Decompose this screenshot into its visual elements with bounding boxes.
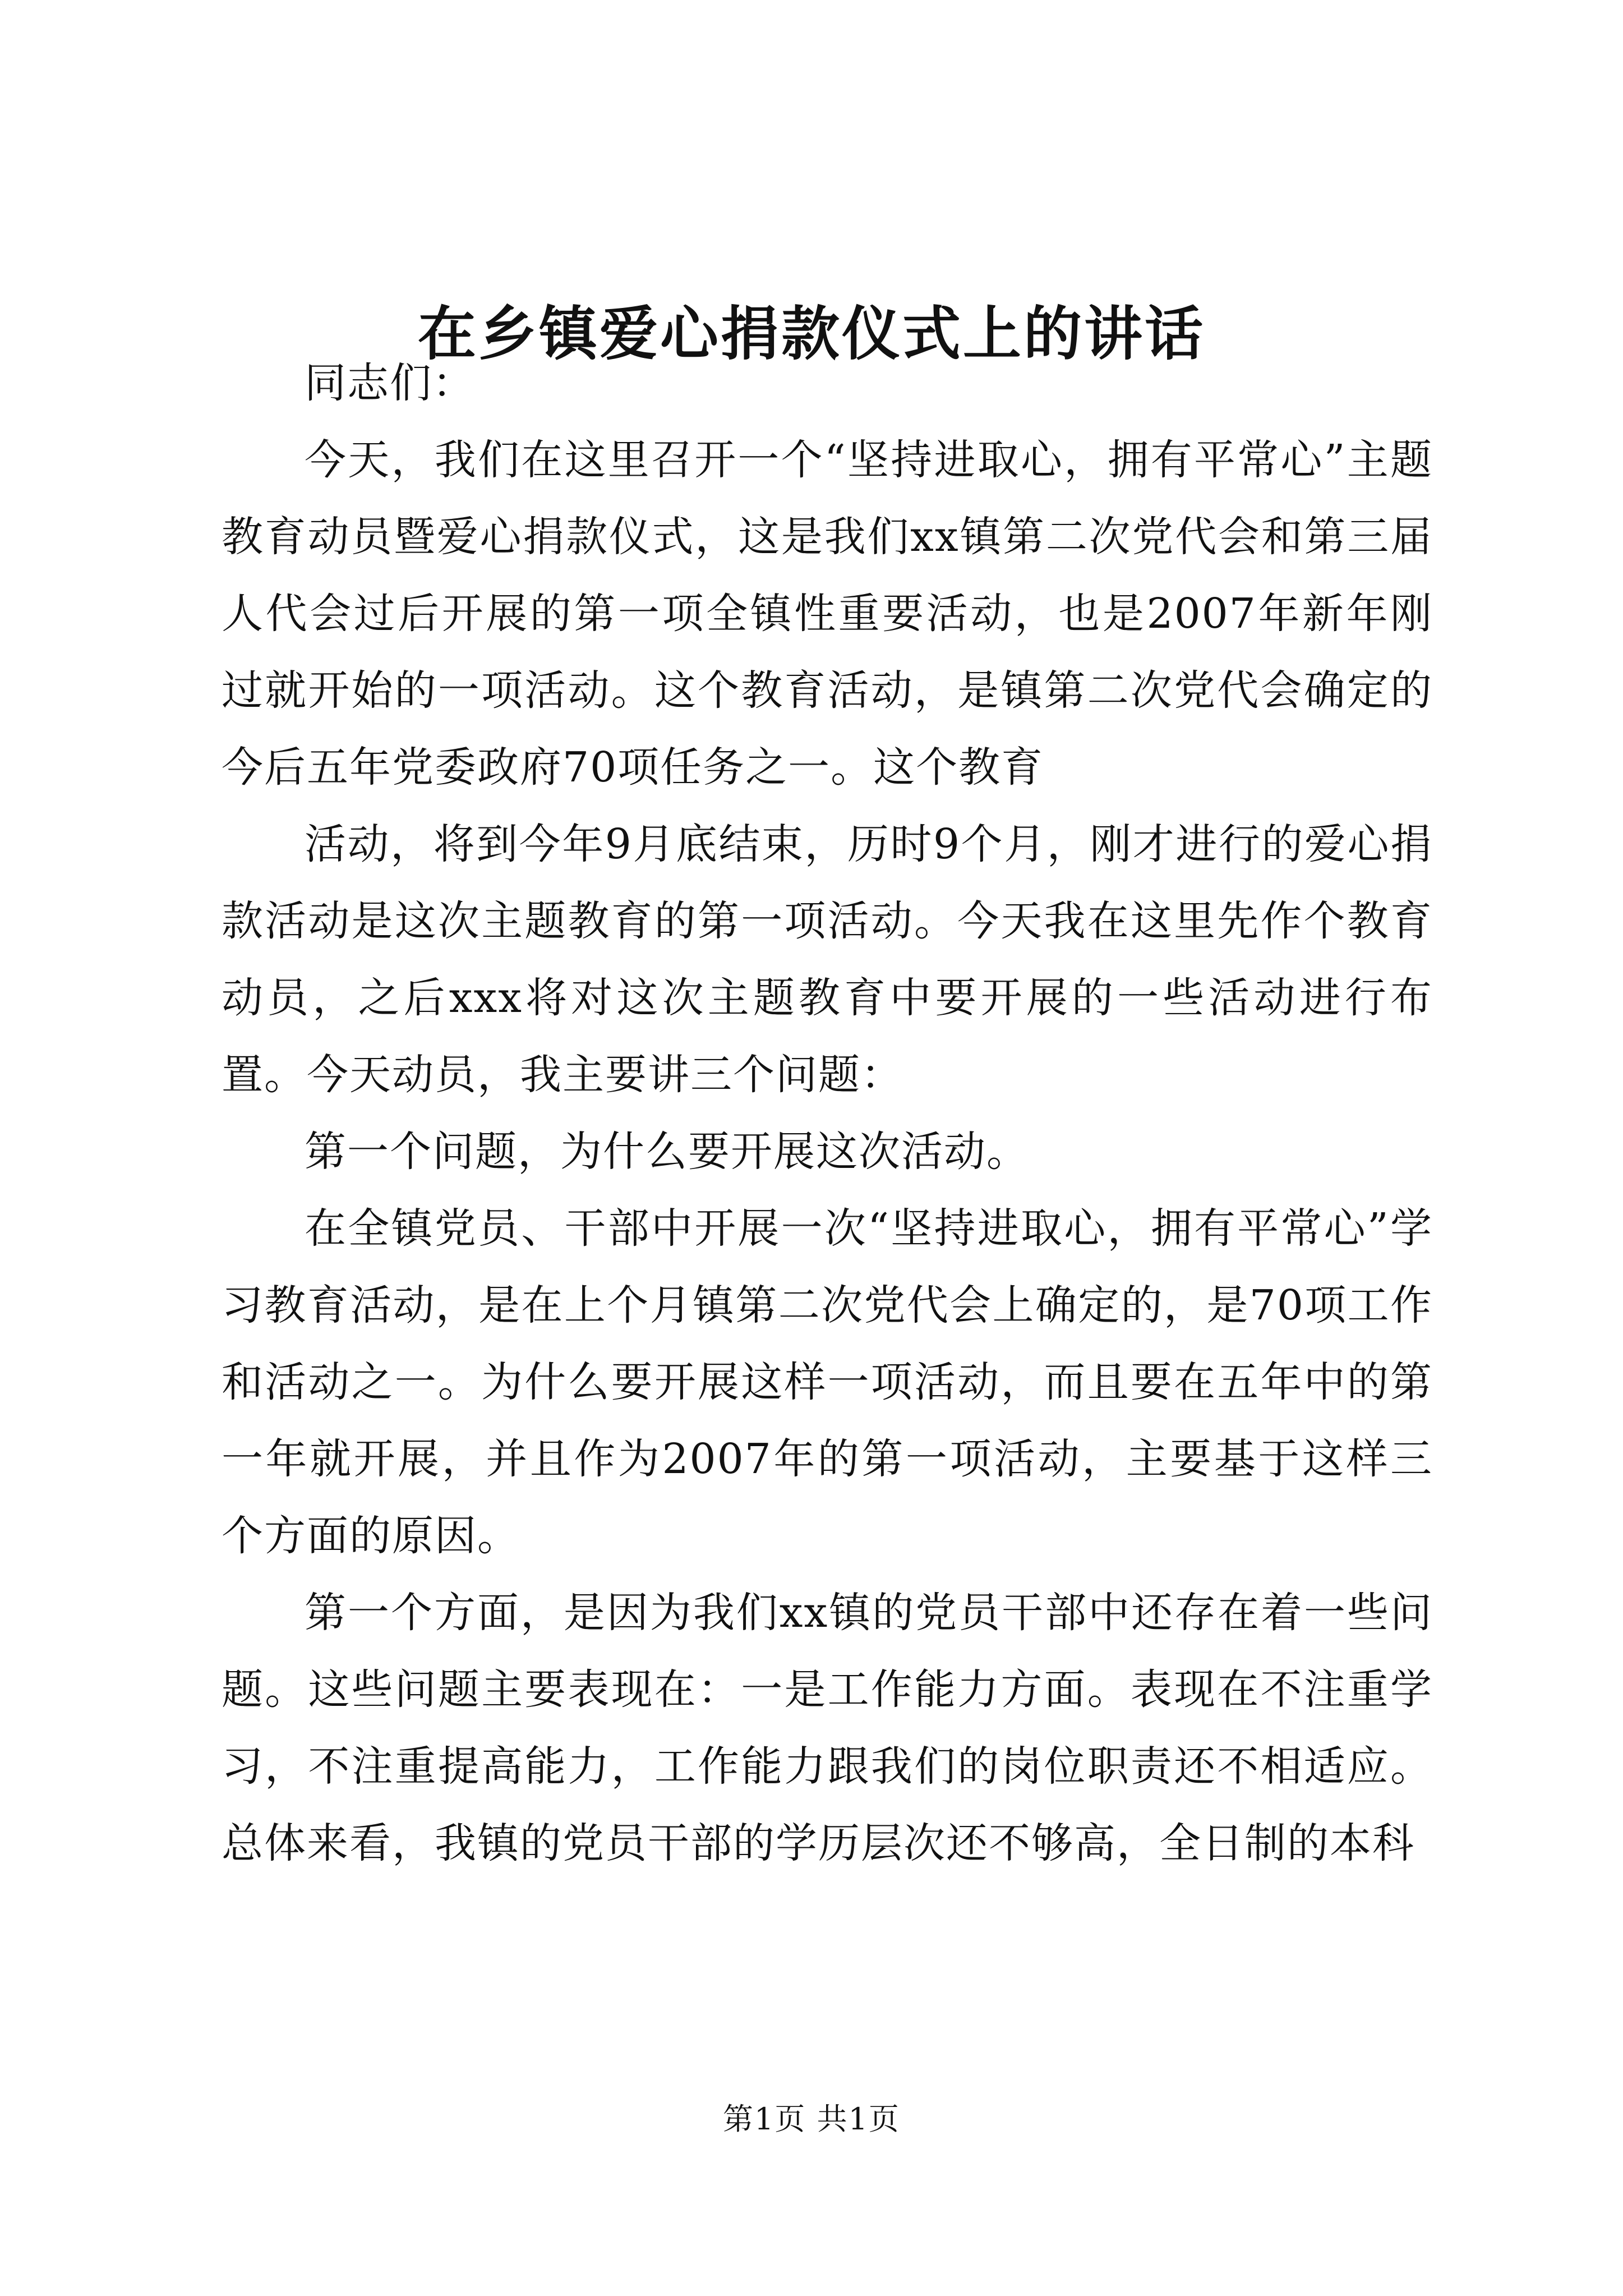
document-body xyxy=(222,345,1433,1882)
paragraph-5: 第一个方面，是因为我们xx镇的党员干部中还存在着一些问题。这些问题主要表现在：一是工作能力方面。表现在不注重学习，不注重提高能力，工作能力跟我们的岗位职责还不相适应。总体来看，我镇的党员干部的学历层次还不够高，全日制的本科 xyxy=(222,1589,1433,1867)
document-title: 在乡镇爱心捐款仪式上的讲话 xyxy=(417,299,1205,368)
paragraph-4: 在全镇党员、干部中开展一次“坚持进取心，拥有平常心”学习教育活动，是在上个月镇第二次党代会上确定的，是70项工作和活动之一。为什么要开展这样一项活动，而且要在五年中的第一年就开展，并且作为2007年的第一项活动，主要基于这样三个方面的原因。 xyxy=(222,1204,1433,1560)
page-footer: 第1页 共1页 xyxy=(723,2101,900,2137)
paragraph-2: 活动，将到今年9月底结束，历时9个月，刚才进行的爱心捐款活动是这次主题教育的第一项活动。今天我在这里先作个教育动员，之后xxx将对这次主题教育中要开展的一些活动进行布置。今天动员，我主要讲三个问题： xyxy=(222,820,1433,1099)
paragraph-1: 今天，我们在这里召开一个“坚持进取心，拥有平常心”主题教育动员暨爱心捐款仪式，这是我们xx镇第二次党代会和第三届人代会过后开展的第一项全镇性重要活动，也是2007年新年刚过就开始的一项活动。这个教育活动，是镇第二次党代会确定的今后五年党委政府70项任务之一。这个教育 xyxy=(222,436,1433,792)
paragraph-salutation: 同志们： xyxy=(305,359,475,407)
paragraph-3: 第一个问题，为什么要开展这次活动。 xyxy=(305,1128,1029,1176)
